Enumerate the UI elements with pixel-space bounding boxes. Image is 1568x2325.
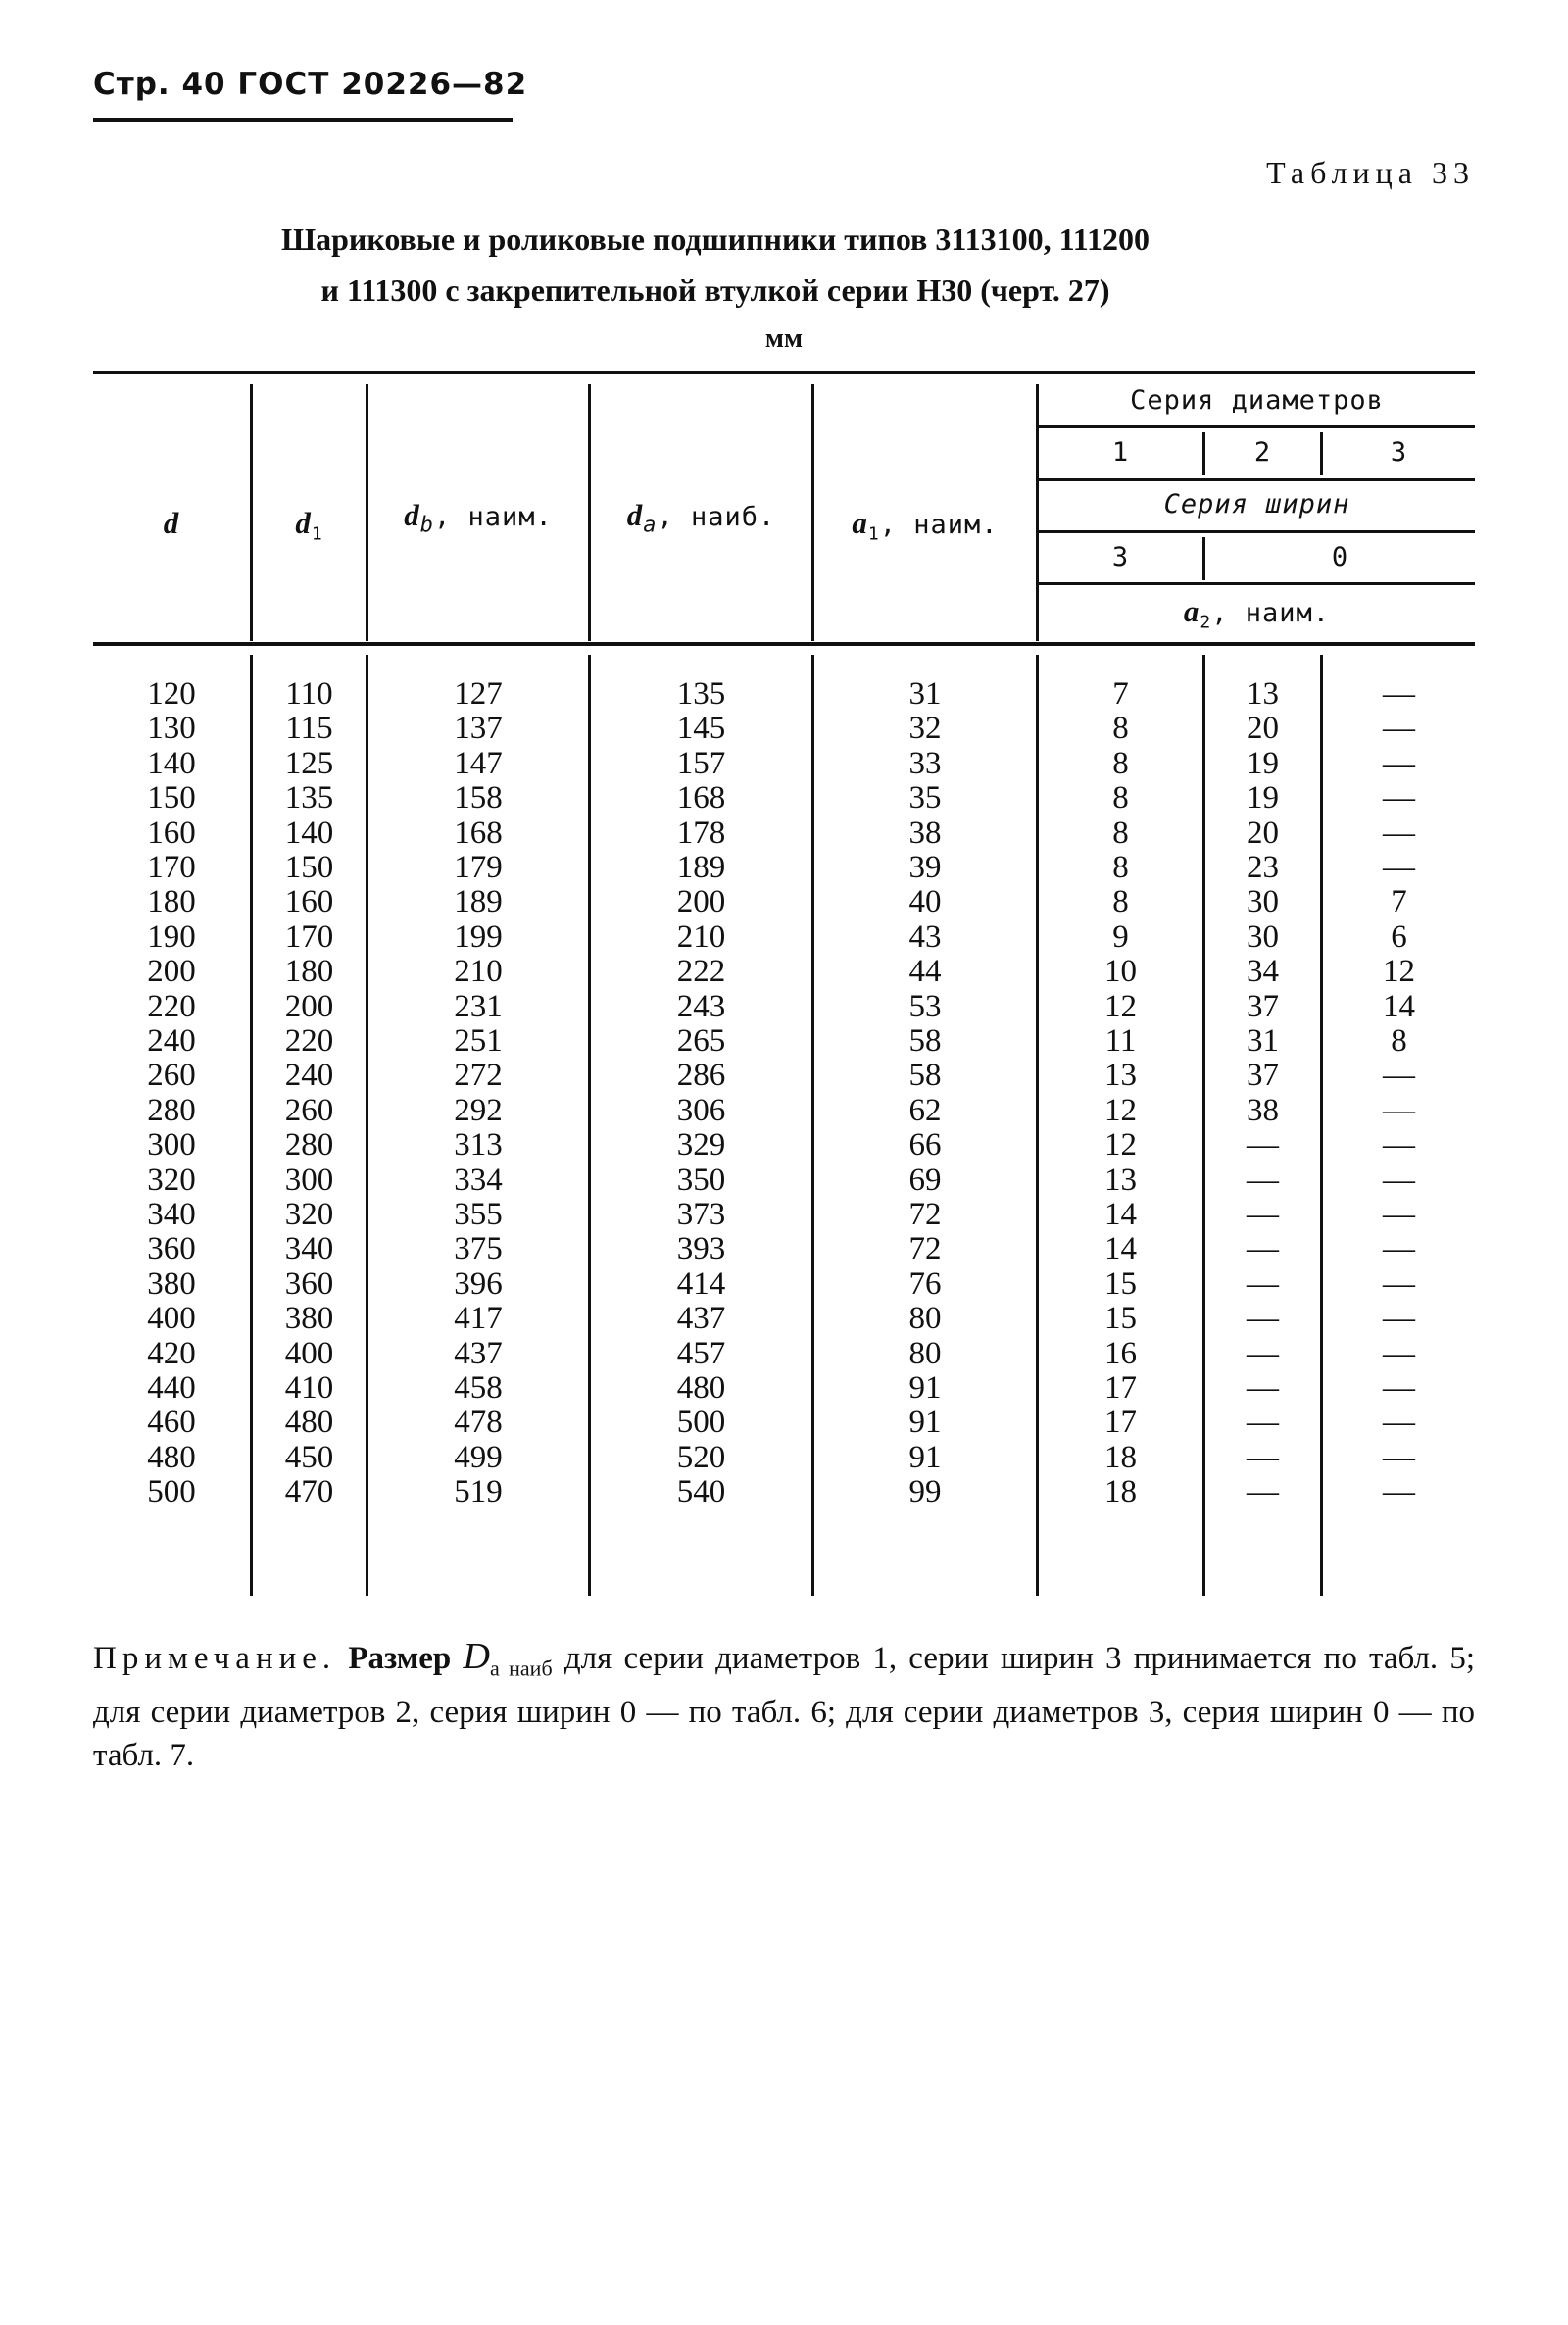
- cell-d: 280: [147, 1092, 196, 1128]
- cell-d: 140: [147, 745, 196, 781]
- cell-a2-diam2: —: [1247, 1162, 1279, 1198]
- cell-d1: 450: [284, 1439, 334, 1475]
- footnote-symbol: D: [463, 1636, 490, 1677]
- cell-a2-diam3: —: [1383, 1197, 1415, 1232]
- diam-values-rule: [1039, 478, 1475, 481]
- col-header-a1-sub: 1: [867, 523, 880, 545]
- page-header: Стр. 40 ГОСТ 20226—82: [93, 67, 528, 102]
- col-header-d-symbol: d: [163, 506, 180, 540]
- cell-a2-diam1: 13: [1104, 1058, 1137, 1094]
- col-header-a1: [814, 506, 1036, 544]
- cell-a2-diam1: 8: [1112, 711, 1129, 747]
- col-header-diam-series: Серия диаметров: [1130, 385, 1384, 416]
- cell-da: 329: [676, 1127, 726, 1163]
- cell-d1: 140: [284, 815, 334, 851]
- cell-a1: 80: [908, 1335, 942, 1371]
- cell-a2-diam1: 17: [1104, 1370, 1137, 1406]
- cell-d1: 300: [284, 1162, 334, 1198]
- cell-db: 313: [454, 1127, 503, 1163]
- cell-a2-diam3: —: [1383, 1127, 1415, 1163]
- cell-a1: 76: [908, 1265, 942, 1302]
- table-label: Таблица 33: [1266, 155, 1475, 190]
- cell-a2-diam2: 19: [1247, 780, 1279, 816]
- cell-db: 179: [454, 850, 503, 885]
- cell-a1: 38: [908, 815, 942, 851]
- col-header-diam-1: 1: [1111, 437, 1130, 468]
- cell-a2-diam2: —: [1247, 1127, 1279, 1163]
- cell-d1: 110: [285, 676, 333, 712]
- cell-da: 265: [676, 1023, 726, 1059]
- col-header-d1: [253, 506, 366, 544]
- cell-a2-diam1: 14: [1104, 1197, 1137, 1232]
- col-header-da-suffix: , наиб.: [657, 502, 776, 532]
- cell-da: 540: [676, 1474, 726, 1510]
- cell-da: 520: [676, 1439, 726, 1475]
- width-values-rule: [1039, 582, 1475, 585]
- cell-d1: 160: [284, 884, 334, 920]
- cell-db: 478: [454, 1405, 503, 1441]
- cell-d: 150: [147, 780, 196, 816]
- cell-a2-diam1: 15: [1104, 1301, 1137, 1337]
- cell-db: 355: [454, 1197, 503, 1232]
- cell-a2-diam3: —: [1383, 1474, 1415, 1510]
- cell-d: 320: [147, 1162, 196, 1198]
- col-header-width-3: 3: [1111, 542, 1130, 572]
- cell-d: 220: [147, 988, 196, 1024]
- cell-a2-diam3: —: [1383, 1058, 1415, 1094]
- table-header-bottom-rule: [93, 642, 1475, 646]
- units-label: мм: [764, 323, 804, 354]
- cell-d: 190: [147, 918, 196, 955]
- cell-d1: 380: [284, 1301, 334, 1337]
- cell-db: 375: [454, 1231, 503, 1267]
- col-header-da: [591, 498, 811, 537]
- cell-a1: 58: [908, 1058, 942, 1094]
- cell-db: 189: [454, 884, 503, 920]
- cell-da: 189: [676, 850, 726, 885]
- col-header-diam-3: 3: [1390, 437, 1408, 468]
- cell-a2-diam3: —: [1383, 1301, 1415, 1337]
- footnote-size-word: Размер: [348, 1641, 452, 1676]
- cell-a2-diam1: 14: [1104, 1231, 1137, 1267]
- cell-a2-diam2: —: [1247, 1370, 1279, 1406]
- cell-da: 222: [676, 954, 726, 990]
- cell-d1: 200: [284, 988, 334, 1024]
- col-header-db-symbol: d: [404, 498, 420, 532]
- cell-da: 306: [676, 1092, 726, 1128]
- cell-a1: 72: [908, 1197, 942, 1232]
- cell-db: 272: [454, 1058, 503, 1094]
- cell-a1: 39: [908, 850, 942, 885]
- table-top-rule: [93, 371, 1475, 374]
- cell-a2-diam1: 12: [1104, 988, 1137, 1024]
- cell-d: 160: [147, 815, 196, 851]
- cell-da: 210: [676, 918, 726, 955]
- col-header-a2-suffix: , наим.: [1211, 598, 1331, 628]
- cell-a2-diam3: —: [1383, 780, 1415, 816]
- cell-da: 243: [676, 988, 726, 1024]
- cell-d: 170: [147, 850, 196, 885]
- cell-a2-diam3: —: [1383, 1335, 1415, 1371]
- cell-d1: 360: [284, 1265, 334, 1302]
- cell-a2-diam1: 17: [1104, 1405, 1137, 1441]
- cell-a1: 91: [908, 1405, 942, 1441]
- col-header-diam-2: 2: [1253, 437, 1272, 468]
- width-series-rule: [1039, 530, 1475, 533]
- cell-db: 199: [454, 918, 503, 955]
- col-header-a2-sub: 2: [1200, 612, 1212, 633]
- cell-a1: 72: [908, 1231, 942, 1267]
- cell-da: 157: [676, 745, 726, 781]
- cell-a1: 66: [908, 1127, 942, 1163]
- cell-a2-diam2: 20: [1247, 815, 1279, 851]
- cell-da: 200: [676, 884, 726, 920]
- cell-a2-diam3: —: [1383, 850, 1415, 885]
- cell-d: 340: [147, 1197, 196, 1232]
- cell-a2-diam3: 14: [1383, 988, 1415, 1024]
- cell-a2-diam1: 16: [1104, 1335, 1137, 1371]
- cell-a1: 31: [908, 676, 942, 712]
- cell-db: 396: [454, 1265, 503, 1302]
- cell-da: 178: [676, 815, 726, 851]
- cell-d: 300: [147, 1127, 196, 1163]
- cell-db: 334: [454, 1162, 503, 1198]
- cell-d: 420: [147, 1335, 196, 1371]
- cell-a2-diam2: —: [1247, 1301, 1279, 1337]
- cell-d: 130: [147, 711, 196, 747]
- cell-d1: 115: [285, 711, 333, 747]
- cell-db: 210: [454, 954, 503, 990]
- cell-a2-diam1: 18: [1104, 1474, 1137, 1510]
- cell-a1: 33: [908, 745, 942, 781]
- cell-a2-diam3: —: [1383, 1265, 1415, 1302]
- cell-d1: 340: [284, 1231, 334, 1267]
- col-header-width-series: Серия ширин: [1163, 489, 1350, 519]
- cell-db: 499: [454, 1439, 503, 1475]
- col-header-db: [368, 498, 588, 537]
- cell-d: 460: [147, 1405, 196, 1441]
- col-header-a2: [1039, 594, 1475, 632]
- cell-a2-diam1: 15: [1104, 1265, 1137, 1302]
- cell-a2-diam2: —: [1247, 1405, 1279, 1441]
- cell-a2-diam1: 8: [1112, 780, 1129, 816]
- cell-a2-diam1: 18: [1104, 1439, 1137, 1475]
- cell-a2-diam1: 10: [1104, 954, 1137, 990]
- cell-a1: 69: [908, 1162, 942, 1198]
- cell-d1: 470: [284, 1474, 334, 1510]
- cell-d: 120: [147, 676, 196, 712]
- footnote: [93, 1635, 1475, 1777]
- cell-da: 350: [676, 1162, 726, 1198]
- cell-a2-diam1: 11: [1104, 1023, 1137, 1059]
- cell-a2-diam1: 8: [1112, 850, 1129, 885]
- cell-a2-diam3: 8: [1391, 1023, 1407, 1059]
- cell-db: 137: [454, 711, 503, 747]
- cell-a2-diam2: —: [1247, 1231, 1279, 1267]
- cell-a2-diam2: —: [1247, 1439, 1279, 1475]
- table-title-line1: Шариковые и роликовые подшипники типов 3113100, 111200: [280, 222, 1151, 257]
- cell-db: 168: [454, 815, 503, 851]
- cell-a2-diam1: 9: [1112, 918, 1129, 955]
- cell-db: 127: [454, 676, 503, 712]
- cell-d1: 220: [284, 1023, 334, 1059]
- cell-a2-diam2: 30: [1247, 884, 1279, 920]
- cell-a2-diam1: 8: [1112, 884, 1129, 920]
- table-title-line2: и 111300 с закрепительной втулкой серии Н30 (черт. 27): [320, 272, 1110, 308]
- col-header-width-0: 0: [1331, 542, 1349, 572]
- cell-db: 417: [454, 1301, 503, 1337]
- cell-a2-diam3: —: [1383, 745, 1415, 781]
- cell-a1: 53: [908, 988, 942, 1024]
- cell-da: 414: [676, 1265, 726, 1302]
- cell-da: 373: [676, 1197, 726, 1232]
- cell-d: 240: [147, 1023, 196, 1059]
- cell-a2-diam2: 20: [1247, 711, 1279, 747]
- cell-a2-diam3: 7: [1391, 884, 1407, 920]
- col-header-da-sub: a: [643, 513, 658, 538]
- cell-d: 380: [147, 1265, 196, 1302]
- cell-da: 480: [676, 1370, 726, 1406]
- cell-a2-diam2: —: [1247, 1197, 1279, 1232]
- cell-a2-diam2: —: [1247, 1265, 1279, 1302]
- cell-a2-diam3: —: [1383, 676, 1415, 712]
- cell-d: 360: [147, 1231, 196, 1267]
- cell-d1: 135: [284, 780, 334, 816]
- cell-a2-diam2: 34: [1247, 954, 1279, 990]
- cell-a2-diam1: 8: [1112, 815, 1129, 851]
- cell-da: 286: [676, 1058, 726, 1094]
- col-header-da-symbol: d: [626, 498, 644, 532]
- cell-da: 168: [676, 780, 726, 816]
- cell-a2-diam2: —: [1247, 1474, 1279, 1510]
- cell-a2-diam2: 37: [1247, 1058, 1279, 1094]
- table-title: [176, 214, 1254, 316]
- cell-a2-diam1: 12: [1104, 1092, 1137, 1128]
- cell-d1: 170: [284, 918, 334, 955]
- cell-a2-diam2: —: [1247, 1335, 1279, 1371]
- cell-a1: 32: [908, 711, 942, 747]
- cell-da: 437: [676, 1301, 726, 1337]
- cell-a1: 43: [908, 918, 942, 955]
- footnote-text: для серии диаметров 1, серии ширин 3 принимается по табл. 5; для серии диаметров 2, серия ширин 0 — по табл. 6; для серии диаметров 3, серия ширин 0 — по табл. 7.: [93, 1641, 1476, 1773]
- cell-d1: 260: [284, 1092, 334, 1128]
- col-header-db-suffix: , наим.: [433, 502, 553, 532]
- col-header-a1-symbol: a: [852, 506, 868, 540]
- cell-db: 292: [454, 1092, 503, 1128]
- cell-d1: 180: [284, 954, 334, 990]
- cell-db: 251: [454, 1023, 503, 1059]
- header-rule: [93, 118, 513, 122]
- cell-d: 500: [147, 1474, 196, 1510]
- cell-a2-diam2: 19: [1247, 745, 1279, 781]
- cell-db: 158: [454, 780, 503, 816]
- cell-a1: 91: [908, 1439, 942, 1475]
- cell-d: 480: [147, 1439, 196, 1475]
- cell-a2-diam2: 13: [1247, 676, 1279, 712]
- footnote-symbol-sub: a наиб: [489, 1656, 553, 1681]
- cell-a2-diam1: 7: [1112, 676, 1129, 712]
- cell-d1: 150: [284, 850, 334, 885]
- col-header-db-sub: b: [419, 513, 434, 538]
- cell-a2-diam3: —: [1383, 1162, 1415, 1198]
- cell-d1: 240: [284, 1058, 334, 1094]
- cell-a2-diam2: 37: [1247, 988, 1279, 1024]
- footnote-label: Примечание.: [93, 1641, 337, 1676]
- cell-a2-diam2: 38: [1247, 1092, 1279, 1128]
- col-header-a2-symbol: a: [1183, 594, 1200, 628]
- cell-a2-diam2: 30: [1247, 918, 1279, 955]
- cell-a1: 62: [908, 1092, 942, 1128]
- cell-a1: 40: [908, 884, 942, 920]
- cell-da: 145: [676, 711, 726, 747]
- cell-a2-diam3: —: [1383, 1092, 1415, 1128]
- cell-d: 400: [147, 1301, 196, 1337]
- col-header-d1-sub: 1: [311, 523, 323, 545]
- cell-d: 440: [147, 1370, 196, 1406]
- cell-a2-diam3: 6: [1391, 918, 1407, 955]
- col-header-d1-symbol: d: [295, 506, 312, 540]
- cell-a2-diam3: —: [1383, 1370, 1415, 1406]
- cell-d: 260: [147, 1058, 196, 1094]
- cell-a2-diam2: 31: [1247, 1023, 1279, 1059]
- cell-d1: 320: [284, 1197, 334, 1232]
- cell-d: 200: [147, 954, 196, 990]
- col-header-d: [93, 506, 250, 541]
- cell-da: 393: [676, 1231, 726, 1267]
- cell-a2-diam1: 13: [1104, 1162, 1137, 1198]
- cell-a2-diam3: —: [1383, 711, 1415, 747]
- cell-db: 519: [454, 1474, 503, 1510]
- cell-d1: 400: [284, 1335, 334, 1371]
- cell-a1: 91: [908, 1370, 942, 1406]
- cell-a2-diam3: 12: [1383, 954, 1415, 990]
- cell-db: 147: [454, 745, 503, 781]
- cell-da: 135: [676, 676, 726, 712]
- diam-series-rule: [1039, 425, 1475, 428]
- cell-a2-diam3: —: [1383, 1231, 1415, 1267]
- cell-a1: 80: [908, 1301, 942, 1337]
- cell-d1: 480: [284, 1405, 334, 1441]
- cell-d1: 280: [284, 1127, 334, 1163]
- cell-db: 458: [454, 1370, 503, 1406]
- cell-a2-diam3: —: [1383, 1405, 1415, 1441]
- cell-a2-diam3: —: [1383, 815, 1415, 851]
- cell-db: 231: [454, 988, 503, 1024]
- cell-a2-diam2: 23: [1247, 850, 1279, 885]
- cell-a2-diam3: —: [1383, 1439, 1415, 1475]
- col-header-a1-suffix: , наим.: [879, 510, 999, 540]
- cell-a1: 99: [908, 1474, 942, 1510]
- cell-a1: 44: [908, 954, 942, 990]
- cell-da: 457: [676, 1335, 726, 1371]
- cell-da: 500: [676, 1405, 726, 1441]
- cell-a2-diam1: 8: [1112, 745, 1129, 781]
- cell-d1: 410: [284, 1370, 334, 1406]
- cell-a1: 35: [908, 780, 942, 816]
- cell-d: 180: [147, 884, 196, 920]
- cell-db: 437: [454, 1335, 503, 1371]
- cell-a2-diam1: 12: [1104, 1127, 1137, 1163]
- cell-d1: 125: [284, 745, 334, 781]
- cell-a1: 58: [908, 1023, 942, 1059]
